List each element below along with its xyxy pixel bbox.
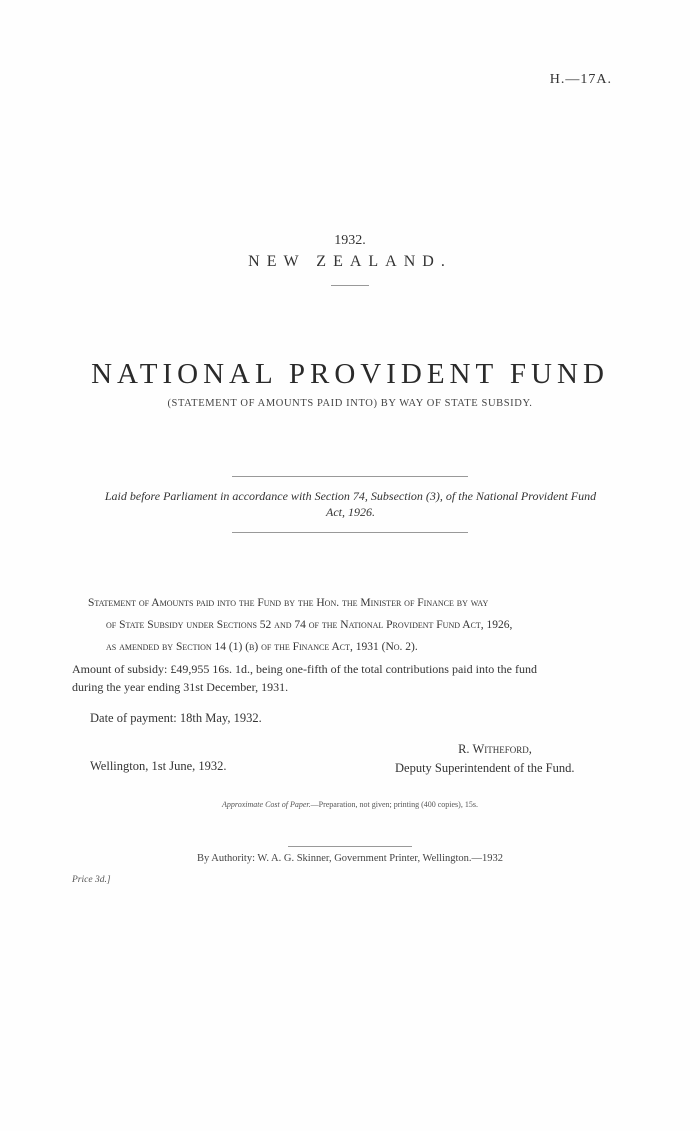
country: NEW ZEALAND. bbox=[248, 253, 452, 270]
place-date: Wellington, 1st June, 1932. bbox=[90, 759, 227, 773]
signature-block bbox=[395, 740, 595, 778]
price: Price 3d.] bbox=[72, 875, 111, 885]
masthead-rule bbox=[331, 285, 369, 286]
payment-date: Date of payment: 18th May, 1932. bbox=[90, 711, 262, 725]
printer-authority: By Authority: W. A. G. Skinner, Government Printer, Wellington.—1932 bbox=[196, 853, 504, 864]
statement-line-1: Statement of Amounts paid into the Fund by the Hon. the Minister of Finance by way bbox=[88, 597, 489, 609]
laid-before-parliament bbox=[88, 488, 613, 520]
statement-line-2: of State Subsidy under Sections 52 and 74 of the National Provident Fund Act, 1926, bbox=[106, 619, 513, 631]
page-title: NATIONAL PROVIDENT FUND bbox=[91, 358, 609, 390]
top-rule bbox=[232, 476, 468, 477]
laid-line-2: Act, 1926. bbox=[326, 505, 375, 519]
amount-line-1: Amount of subsidy: £49,955 16s. 1d., being one-fifth of the total contributions paid into the fund bbox=[72, 662, 537, 676]
statement-line-3: as amended by Section 14 (1) (b) of the Finance Act, 1931 (No. 2). bbox=[106, 641, 418, 653]
amount-paragraph bbox=[72, 660, 617, 696]
statement-heading bbox=[88, 592, 613, 658]
page-subtitle: (STATEMENT OF AMOUNTS PAID INTO) BY WAY OF STATE SUBSIDY. bbox=[167, 398, 533, 409]
amount-line-2: during the year ending 31st December, 1931. bbox=[72, 680, 289, 694]
year: 1932. bbox=[334, 233, 366, 248]
cost-label: Approximate Cost of Paper. bbox=[222, 800, 311, 809]
cost-text: —Preparation, not given; printing (400 copies), 15s. bbox=[310, 800, 478, 809]
signatory-name: R. Witheford, bbox=[458, 742, 532, 756]
authority-rule bbox=[288, 846, 412, 847]
bottom-rule bbox=[232, 532, 468, 533]
signatory-title: Deputy Superintendent of the Fund. bbox=[395, 761, 575, 775]
cost-note bbox=[0, 800, 700, 809]
document-reference: H.—17A. bbox=[549, 72, 612, 87]
laid-line-1: Laid before Parliament in accordance with Section 74, Subsection (3), of the National Provident Fund bbox=[104, 489, 597, 503]
